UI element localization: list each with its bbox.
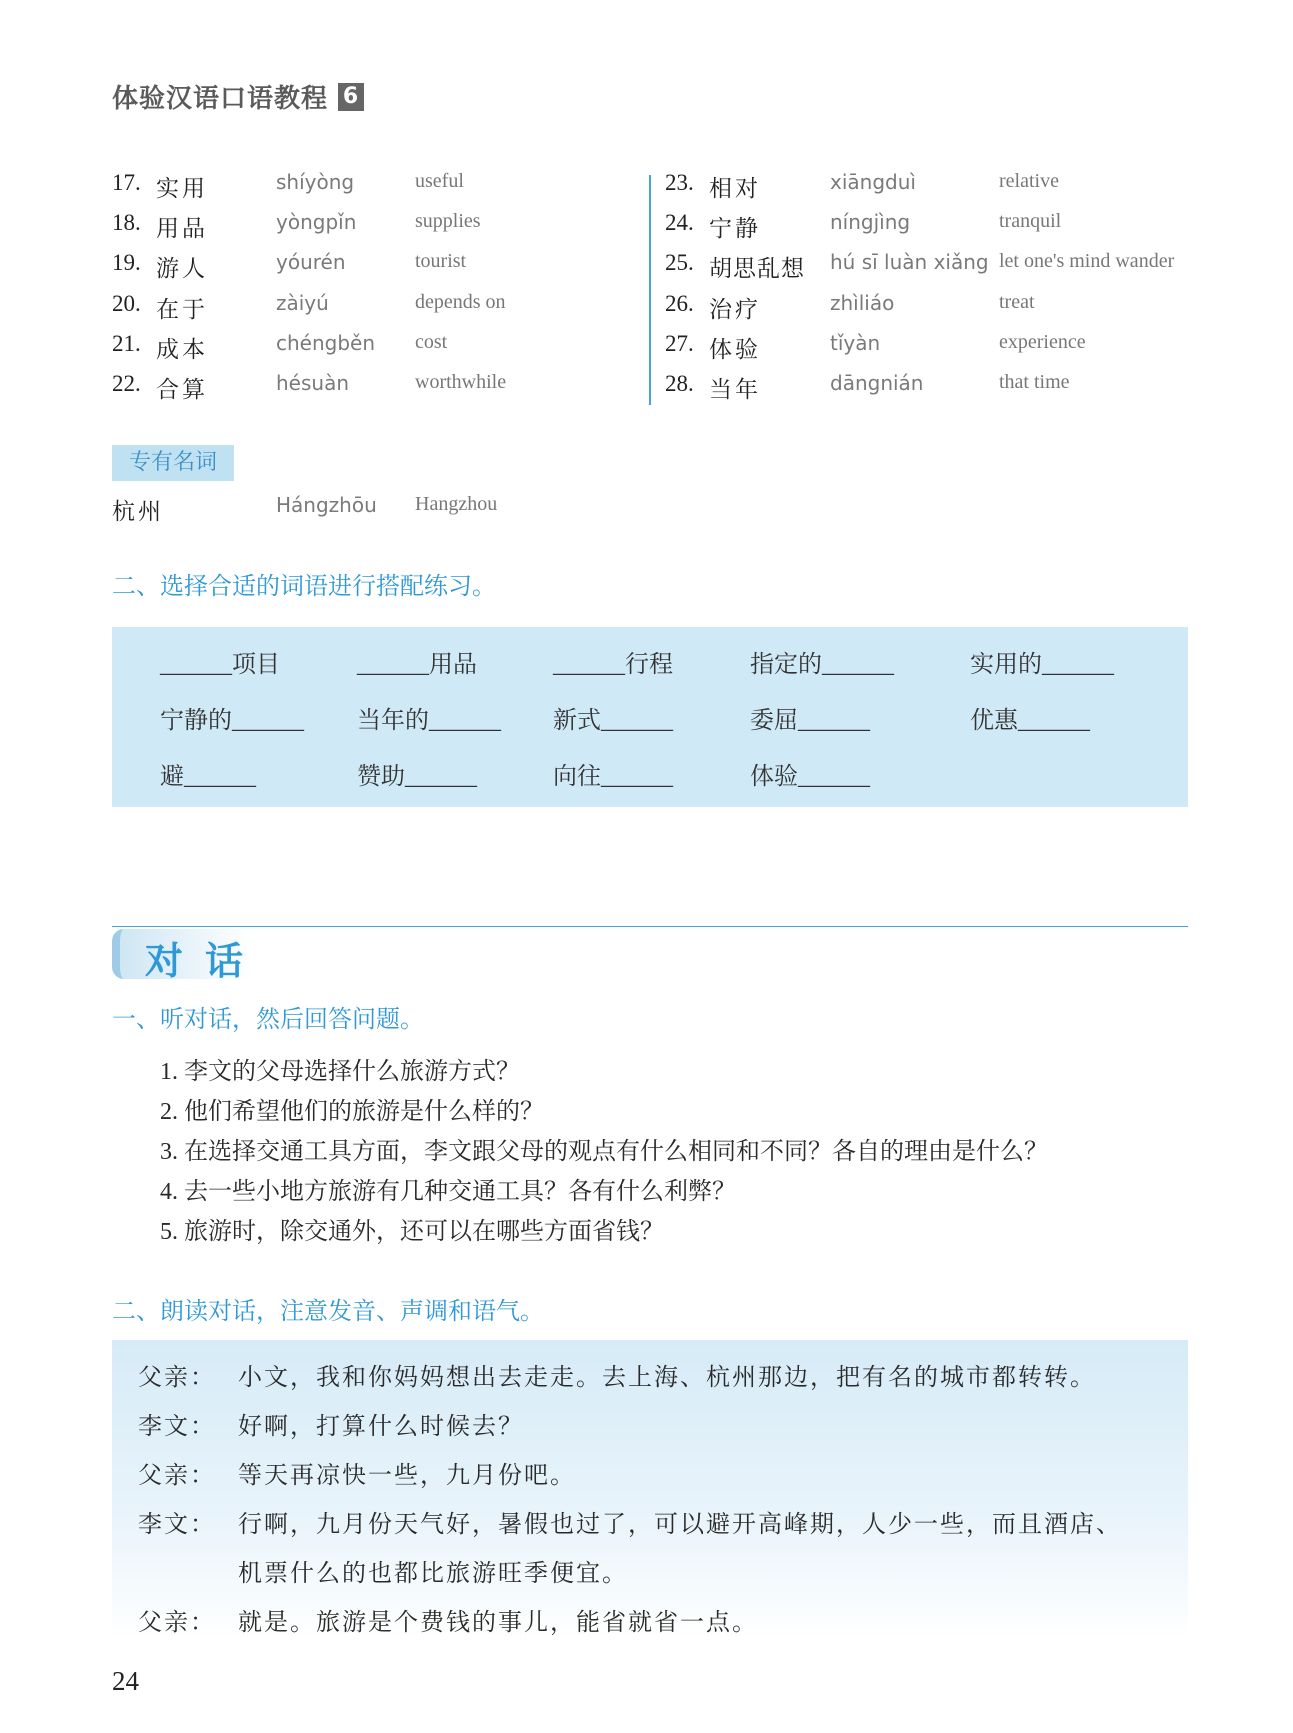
column-divider — [649, 175, 651, 405]
vocab-english: supplies — [415, 210, 481, 233]
dialogue-line: 好啊，打算什么时候去？ — [238, 1414, 524, 1440]
vocab-row — [665, 170, 1185, 210]
vocab-pinyin: dāngnián — [830, 370, 924, 395]
vocab-pinyin: hésuàn — [276, 370, 350, 395]
proper-noun-row — [112, 493, 612, 523]
vocab-pinyin: níngjìng — [830, 210, 911, 235]
matching-item[interactable]: 委屈______ — [750, 708, 870, 734]
vocab-pinyin: Hángzhōu — [276, 493, 377, 517]
vocab-english: Hangzhou — [415, 493, 498, 515]
speaker-label: 父亲： — [138, 1463, 216, 1489]
vocab-pinyin: xiāngduì — [830, 170, 916, 194]
dialogue-box — [112, 1340, 1188, 1640]
vocab-row — [665, 250, 1185, 290]
vocab-word: 合算 — [156, 376, 208, 402]
vocab-number: 18. — [112, 210, 141, 236]
vocab-row — [665, 331, 1185, 371]
vocab-english: let one's mind wander — [999, 250, 1175, 273]
section-title: 对话 — [145, 939, 266, 983]
matching-item[interactable]: 新式______ — [553, 708, 673, 734]
question-item: 3. 在选择交通工具方面，李文跟父母的观点有什么相同和不同？各自的理由是什么？ — [160, 1139, 1048, 1165]
matching-item[interactable]: 实用的______ — [970, 652, 1114, 678]
question-item: 1. 李文的父母选择什么旅游方式？ — [160, 1059, 520, 1085]
vocab-english: useful — [415, 170, 464, 192]
proper-nouns-label: 专有名词 — [112, 445, 234, 481]
vocab-number: 24. — [665, 210, 694, 236]
vocab-pinyin: zàiyú — [276, 290, 329, 315]
vocab-number: 28. — [665, 370, 694, 396]
vocab-number: 20. — [112, 290, 141, 316]
vocab-pinyin: hú sī luàn xiǎng — [830, 250, 989, 275]
speaker-label: 父亲： — [138, 1610, 216, 1636]
matching-item[interactable]: 体验______ — [750, 764, 870, 790]
speaker-label: 父亲： — [138, 1365, 216, 1391]
dialogue-line: 行啊，九月份天气好，暑假也过了，可以避开高峰期，人少一些，而且酒店、 — [238, 1512, 1122, 1538]
vocab-pinyin: tǐyàn — [830, 330, 881, 355]
vocab-word: 体验 — [709, 336, 761, 362]
question-item: 5. 旅游时，除交通外，还可以在哪些方面省钱？ — [160, 1219, 664, 1245]
dialogue-line: 机票什么的也都比旅游旺季便宜。 — [238, 1561, 628, 1587]
vocab-row — [665, 210, 1185, 250]
matching-item[interactable]: 当年的______ — [357, 708, 501, 734]
matching-item[interactable]: 向往______ — [553, 764, 673, 790]
speaker-label: 李文： — [138, 1414, 216, 1440]
question-item: 4. 去一些小地方旅游有几种交通工具？各有什么利弊？ — [160, 1179, 736, 1205]
page-number: 24 — [112, 1666, 139, 1696]
reading-heading: 二、朗读对话，注意发音、声调和语气。 — [112, 1297, 544, 1325]
speaker-label: 李文： — [138, 1512, 216, 1538]
vocab-pinyin: zhìliáo — [830, 290, 895, 315]
matching-item[interactable]: 赞助______ — [357, 764, 477, 790]
dialogue-line: 小文，我和你妈妈想出去走走。去上海、杭州那边，把有名的城市都转转。 — [238, 1365, 1096, 1391]
matching-exercise-box — [112, 627, 1188, 807]
matching-item[interactable]: 指定的______ — [750, 652, 894, 678]
section-rule — [112, 926, 1188, 927]
matching-item[interactable]: 避______ — [160, 764, 256, 790]
vocab-number: 23. — [665, 170, 694, 195]
vocab-word: 相对 — [709, 176, 761, 201]
dialogue-line: 等天再凉快一些，九月份吧。 — [238, 1463, 576, 1489]
vocab-number: 25. — [665, 250, 694, 276]
vocab-english: depends on — [415, 290, 506, 313]
vocab-number: 19. — [112, 250, 141, 276]
vocab-english: relative — [999, 170, 1059, 192]
vocab-word: 杭州 — [112, 499, 164, 524]
vocab-pinyin: yòngpǐn — [276, 210, 357, 235]
vocab-word: 用品 — [156, 216, 208, 242]
matching-item[interactable]: 宁静的______ — [160, 708, 304, 734]
questions-heading: 一、听对话，然后回答问题。 — [112, 1005, 424, 1033]
vocab-english: experience — [999, 330, 1086, 353]
vocab-list-left — [112, 170, 632, 411]
vocab-word: 治疗 — [709, 296, 761, 322]
vocab-english: worthwhile — [415, 370, 507, 393]
matching-item[interactable]: ______行程 — [553, 652, 673, 678]
vocab-word: 在于 — [156, 296, 208, 322]
exercise-heading: 二、选择合适的词语进行搭配练习。 — [112, 572, 496, 600]
vocab-english: treat — [999, 290, 1035, 313]
vocab-word: 成本 — [156, 336, 208, 362]
book-title — [112, 78, 364, 115]
vocab-row — [112, 210, 632, 250]
vocab-number: 17. — [112, 170, 141, 195]
vocab-english: cost — [415, 330, 448, 353]
vocab-english: tourist — [415, 250, 467, 273]
vocab-word: 游人 — [156, 256, 208, 282]
vocab-row — [112, 291, 632, 331]
vocab-word: 当年 — [709, 376, 761, 402]
vocab-number: 27. — [665, 330, 694, 356]
book-title-text: 体验汉语口语教程 — [112, 84, 329, 114]
matching-item[interactable]: ______项目 — [160, 652, 280, 678]
vocab-english: tranquil — [999, 210, 1062, 233]
vocab-number: 26. — [665, 290, 694, 316]
vocab-word: 宁静 — [709, 216, 761, 242]
vocab-row — [112, 331, 632, 371]
volume-badge: 6 — [338, 83, 364, 111]
vocab-row — [112, 170, 632, 210]
vocab-word: 实用 — [156, 176, 208, 201]
vocab-row — [665, 371, 1185, 411]
vocab-row — [665, 291, 1185, 331]
vocab-pinyin: chéngběn — [276, 330, 376, 355]
vocab-list-right — [665, 170, 1185, 411]
vocab-pinyin: yóurén — [276, 250, 346, 275]
question-item: 2. 他们希望他们的旅游是什么样的？ — [160, 1099, 544, 1125]
dialogue-line: 就是。旅游是个费钱的事儿，能省就省一点。 — [238, 1610, 758, 1636]
matching-item[interactable]: 优惠______ — [970, 708, 1090, 734]
vocab-word: 胡思乱想 — [709, 256, 805, 282]
vocab-number: 21. — [112, 330, 141, 356]
vocab-pinyin: shíyòng — [276, 170, 355, 194]
vocab-number: 22. — [112, 370, 141, 396]
matching-item[interactable]: ______用品 — [357, 652, 477, 678]
vocab-english: that time — [999, 370, 1070, 393]
vocab-row — [112, 371, 632, 411]
vocab-row — [112, 250, 632, 290]
